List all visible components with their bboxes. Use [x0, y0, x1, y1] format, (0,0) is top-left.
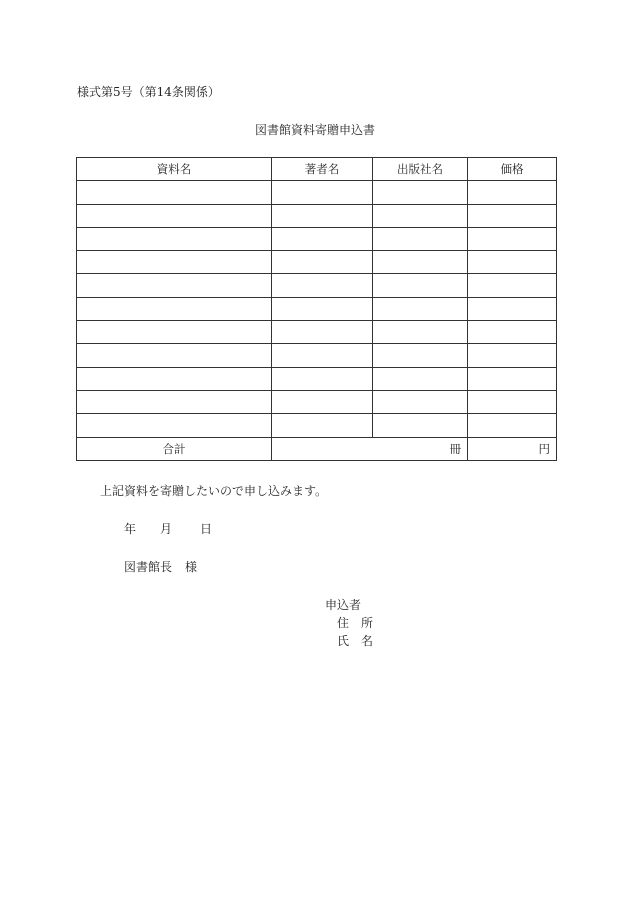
cell-publisher[interactable] [373, 204, 468, 227]
table-row [77, 344, 557, 367]
cell-price[interactable] [468, 274, 557, 297]
cell-publisher[interactable] [373, 251, 468, 274]
addressee [124, 559, 197, 575]
table-row [77, 227, 557, 250]
cell-price[interactable] [468, 297, 557, 320]
cell-price[interactable] [468, 321, 557, 344]
cell-title[interactable] [77, 321, 272, 344]
table-row [77, 181, 557, 204]
currency-unit: 円 [538, 441, 550, 456]
cell-author[interactable] [272, 181, 373, 204]
table-row [77, 251, 557, 274]
table-header-row [77, 158, 557, 181]
volume-unit: 冊 [449, 441, 461, 456]
cell-title[interactable] [77, 297, 272, 320]
total-row [77, 437, 557, 460]
name-label-char-2: 名 [361, 634, 374, 648]
cell-title[interactable] [77, 367, 272, 390]
cell-publisher[interactable] [373, 390, 468, 413]
cell-title[interactable] [77, 181, 272, 204]
cell-author[interactable] [272, 297, 373, 320]
date-day-label: 日 [200, 522, 213, 536]
cell-price[interactable] [468, 390, 557, 413]
cell-publisher[interactable] [373, 274, 468, 297]
header-title: 資料名 [77, 158, 272, 181]
cell-title[interactable] [77, 344, 272, 367]
cell-publisher[interactable] [373, 344, 468, 367]
cell-title[interactable] [77, 414, 272, 437]
cell-author[interactable] [272, 321, 373, 344]
cell-author[interactable] [272, 390, 373, 413]
date-year-label: 年 [124, 522, 137, 536]
applicant-name-label [325, 632, 373, 650]
table-row [77, 321, 557, 344]
cell-author[interactable] [272, 274, 373, 297]
addressee-name: 図書館長 [124, 560, 173, 574]
applicant-heading: 申込者 [325, 598, 362, 612]
total-volumes-field[interactable] [272, 437, 468, 460]
header-price: 価格 [468, 158, 557, 181]
cell-publisher[interactable] [373, 297, 468, 320]
form-number: 様式第5号（第14条関係） [77, 85, 220, 99]
table-row [77, 297, 557, 320]
cell-price[interactable] [468, 367, 557, 390]
table-row [77, 367, 557, 390]
cell-price[interactable] [468, 414, 557, 437]
applicant-address-label [325, 614, 373, 632]
table-row [77, 274, 557, 297]
cell-title[interactable] [77, 251, 272, 274]
date-month-label: 月 [160, 522, 173, 536]
address-label-char-2: 所 [361, 616, 374, 630]
table-row [77, 204, 557, 227]
cell-author[interactable] [272, 344, 373, 367]
table-row [77, 390, 557, 413]
total-price-field[interactable] [468, 437, 557, 460]
cell-title[interactable] [77, 204, 272, 227]
application-statement: 上記資料を寄贈したいので申し込みます。 [100, 484, 328, 498]
header-author: 著者名 [272, 158, 373, 181]
cell-title[interactable] [77, 390, 272, 413]
document-title: 図書館資料寄贈申込書 [254, 123, 375, 137]
cell-price[interactable] [468, 227, 557, 250]
cell-author[interactable] [272, 227, 373, 250]
cell-title[interactable] [77, 274, 272, 297]
total-label: 合計 [77, 437, 272, 460]
applicant-block [325, 596, 373, 650]
header-publisher: 出版社名 [373, 158, 468, 181]
date-line [124, 521, 212, 537]
cell-title[interactable] [77, 227, 272, 250]
addressee-honorific: 様 [185, 560, 198, 574]
cell-publisher[interactable] [373, 321, 468, 344]
cell-price[interactable] [468, 251, 557, 274]
cell-author[interactable] [272, 204, 373, 227]
cell-author[interactable] [272, 414, 373, 437]
cell-publisher[interactable] [373, 414, 468, 437]
name-label-char-1: 氏 [337, 634, 350, 648]
cell-price[interactable] [468, 204, 557, 227]
cell-price[interactable] [468, 344, 557, 367]
table-row [77, 414, 557, 437]
cell-author[interactable] [272, 251, 373, 274]
cell-publisher[interactable] [373, 227, 468, 250]
cell-publisher[interactable] [373, 181, 468, 204]
address-label-char-1: 住 [337, 616, 350, 630]
cell-price[interactable] [468, 181, 557, 204]
donation-table [76, 157, 557, 461]
cell-publisher[interactable] [373, 367, 468, 390]
cell-author[interactable] [272, 367, 373, 390]
table-body [77, 181, 557, 437]
